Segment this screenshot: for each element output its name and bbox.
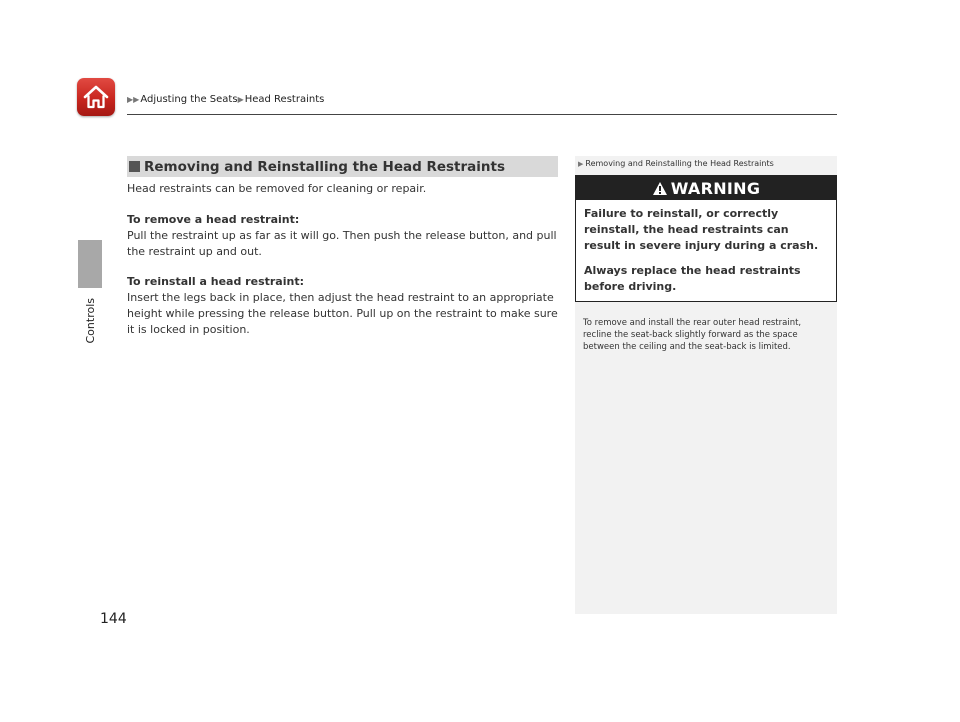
chapter-label: Controls <box>84 298 97 344</box>
reinstall-instructions <box>127 274 559 338</box>
side-notes-panel <box>575 156 837 614</box>
remove-text: Pull the restraint up as far as it will go. Then push the release button, and pull the restraint up and out. <box>127 229 557 258</box>
side-notes-heading[interactable] <box>578 159 774 168</box>
breadcrumb-item-head-restraints[interactable]: Head Restraints <box>244 94 325 105</box>
breadcrumb-arrow-icon: ▶ <box>237 95 244 104</box>
remove-instructions <box>127 212 559 260</box>
warning-bar <box>576 176 836 200</box>
warning-text <box>576 200 836 295</box>
section-header <box>127 156 558 177</box>
chapter-tab[interactable] <box>78 240 102 288</box>
warning-label: WARNING <box>670 178 761 198</box>
note-ref-icon: ▶ <box>578 160 584 168</box>
section-title: Removing and Reinstalling the Head Restraints <box>144 158 506 175</box>
page-number: 144 <box>100 611 127 627</box>
reinstall-heading: To reinstall a head restraint: <box>127 275 304 288</box>
warning-line-1: Failure to reinstall, or correctly reinstall, the head restraints can result in severe injury during a crash. <box>584 207 819 252</box>
warning-box <box>575 175 837 302</box>
remove-heading: To remove a head restraint: <box>127 213 300 226</box>
breadcrumb <box>127 94 324 105</box>
breadcrumb-item-adjusting-seats[interactable]: Adjusting the Seats <box>140 94 238 105</box>
home-icon <box>82 83 110 111</box>
breadcrumb-arrow-icon: ▶▶ <box>127 95 140 104</box>
reinstall-text: Insert the legs back in place, then adjust the head restraint to an appropriate height while pressing the release button. Pull up on the restraint to make sure it is locked in position. <box>127 291 558 336</box>
warning-line-2: Always replace the head restraints before driving. <box>584 264 801 293</box>
side-notes-heading-text: Removing and Reinstalling the Head Restraints <box>585 159 774 168</box>
header-divider <box>127 114 837 115</box>
home-button[interactable] <box>77 78 115 116</box>
warning-triangle-icon <box>652 181 668 196</box>
intro-paragraph: Head restraints can be removed for cleaning or repair. <box>127 182 427 195</box>
rear-restraint-note: To remove and install the rear outer head restraint, recline the seat-back slightly forward as the space between the ceiling and the seat-back is limited. <box>583 318 802 352</box>
section-marker-icon <box>129 161 140 172</box>
